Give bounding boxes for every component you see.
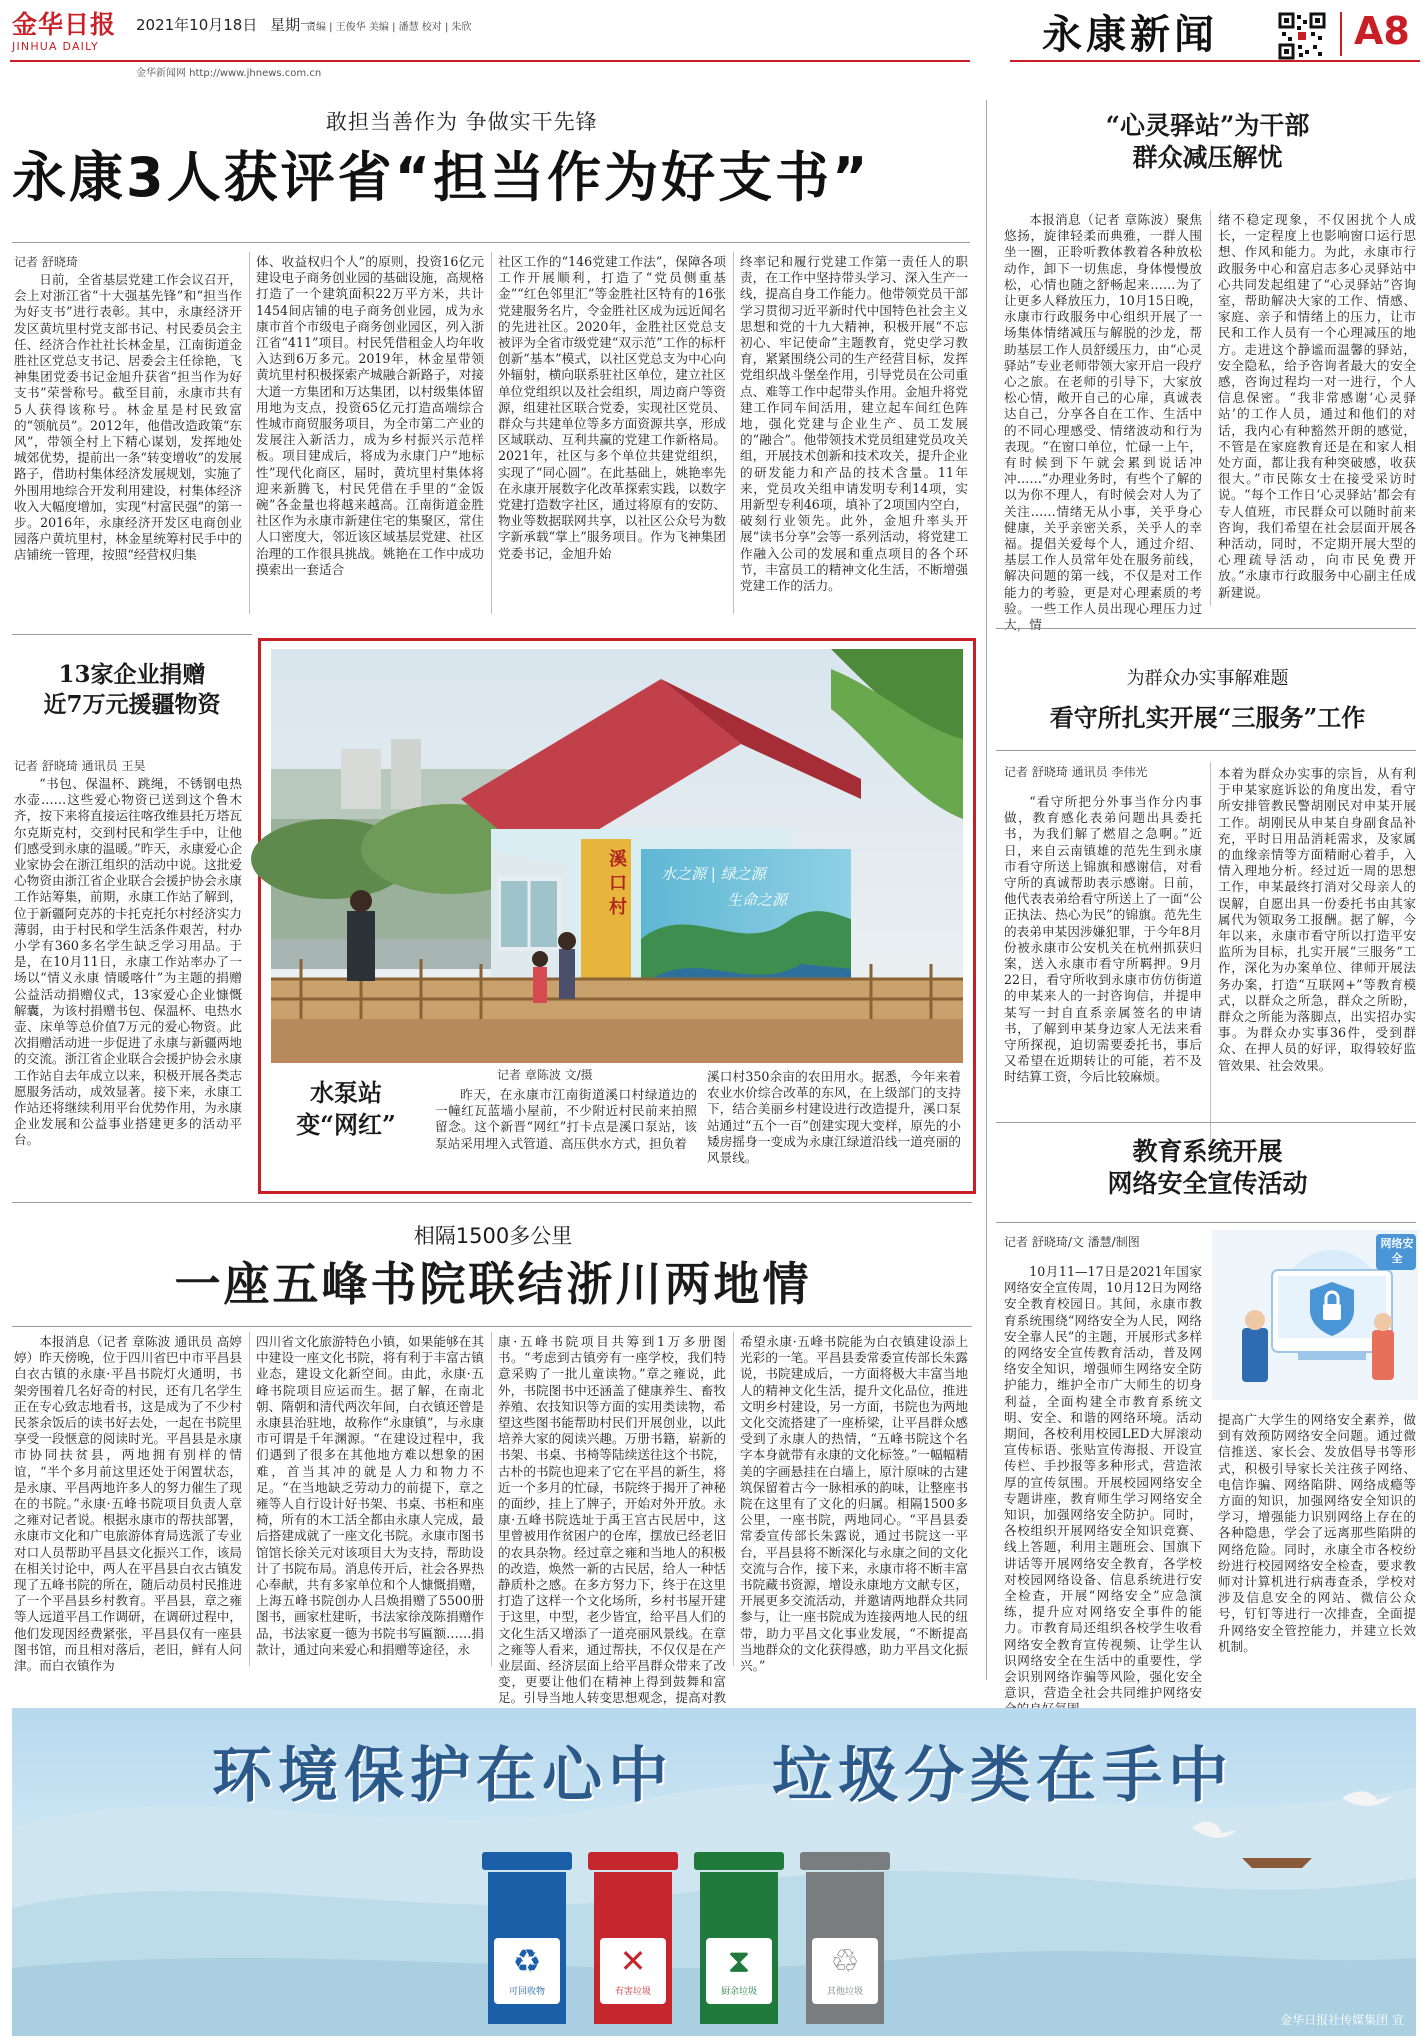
donation-text: “书包、保温杯、跳绳，不锈钢电热水壶……这些爱心物资已送到这个鲁木齐，按下来将直接运往喀孜维县托万塔瓦尔克斯克村，交到村民和学生手中，让他们感受到永康的温暖。”昨天，永康爱心企业家协会在浙江组织的活动中说。这批爱心物资由浙江省企业联合会援护协会永康工作站筹集，前期，永康工作站了解到，位于新疆阿克苏的卡托克托尔村经济实力薄弱，由于村民和学生活条件艰苦，村办小学有360多名学生缺乏学习用品。于是，在10月11日，永康工作站率办了一场以“情义永康 情暖喀什”为主题的捐赠公益活动捐赠仪式，13家爱心企业慷慨解囊，为该村捐赠书包、保温杯、电热水壶、床单等总价值7万元的爱心物资。此次捐赠活动进一步促进了永康与新疆两地的交流。浙江省企业联合会援护协会永康工作站自去年成立以来，积极开展各类志愿服务活动，成效显著。接下来，永康工作站还将继续利用平台优势作用，为永康企业发展和公益事业搭建更多的活动平台。 — [14, 776, 242, 1148]
wufeng-col-1: 本报消息（记者 章陈波 通讯员 高婷婷）昨天傍晚，位于四川省巴中市平昌县白衣古镇的永康·平昌书院灯火通明，书架旁围着几名好奇的村民，还有几名学生正在专心致志地看书，这是成为了不少村民茶余饭后的读书好去处，一起在书院里享受一段惬意的阅读时光。平昌县是永康市协同扶贫县，两地拥有别样的情谊，“半个多月前这里还处于闲置状态，是永康、平昌两地许多人的努力催生了现在的书院。”永康·五峰书院项目负责人章之雍对记者说。根据永康市的帮扶部署，永康市文化和广电旅游体育局选派了专业对口人员帮助平昌县文化振兴工作，该局在相关讨论中，两人在平昌县白衣古镇发现了五峰书院的所在，随后动员村民推进了一个平昌县乡村教育。平昌县，章之雍等人远道平昌工作调研，在调研过程中，他们发现因经费紧张，平昌县仅有一座县图书馆，而且相对落后，老旧，鲜有人问津。而白衣镇作为 — [14, 1334, 242, 1674]
bin-label-other: 其他垃圾 — [826, 1987, 863, 1997]
logo-en: JINHUA DAILY — [12, 40, 99, 53]
lead-col-1: 日前，全省基层党建工作会议召开，会上对浙江省“十大强基先锋”和“担当作为好支书”进行表彰。其中，永康经济开发区黄坑里村党支部书记、村民委员会主任、经济合作社社长林金星，江南街道金胜社区党总支书记、居委会主任徐艳，飞神集团党委书记金旭升获省“担当作为好支书”荣誉称号。截至目前，永康市共有5人获得该称号。林金星是村民致富的“领航员”。2012年，他借改造政策“东风”，带领全村上下精心谋划，发挥地处城郊优势，提前出一条“转变增收”的发展路子，借助村集体经济发展规划，实施了外围用地综合开发利用建设，村集体经济收入大幅度增加，实现“村富民强”的第一步。2016年，永康经济开发区电商创业园落户黄坑里村，林金星统筹村民手中的店铺统一管理，按照“经营权归集 — [14, 272, 242, 563]
photo-title-2: 变“网红” — [296, 1110, 396, 1139]
cyber-illus-label: 网络安全 — [1380, 1237, 1414, 1265]
guards-col-1: “看守所把分外事当作分内事做，教育感化表弟问题出具委托书，为我们解了燃眉之急啊。”近日，来自云南镇雄的范先生到永康市看守所送上锦旗和感谢信，对看守所的真诚帮助表示感谢。日前，他代表表弟给看守所送上了一面“公正执法、热心为民”的锦旗。范先生的表弟申某因涉嫌犯罪，于今年8月份被永康市公安机关在杭州抓获归案，送入永康市看守所羁押。9月22日，看守所收到永康市仿仿街道的申某来人的一封咨询信，并提申某写一封自直系亲属签名的申请书，了解到申某身边家人无法来看守所探视，迫切需要委托书，事后又希望在近期转让的可能，若不及时结算工资，今后比较麻烦。 — [1004, 794, 1202, 1085]
other-waste-icon: ♲ — [830, 1942, 860, 1980]
photo-byline: 记者 章陈波 文/摄 — [497, 1068, 593, 1082]
donation-title-2: 近7万元援疆物资 — [43, 691, 221, 718]
issue-weekday: 星期一 — [270, 16, 316, 34]
cyber-title-1: 教育系统开展 — [1132, 1137, 1283, 1166]
photo-story-headline — [271, 1077, 421, 1141]
bin-label-recyclable: 可回收物 — [508, 1987, 545, 1997]
photo-col-1: 昨天，在永康市江南街道溪口村绿道边的一幢红瓦蓝墙小屋前，不少附近村民前来拍照留念。这个新晋“网红”打卡点是溪口泵站，该泵站采用埋入式管道、高压供水方式，担负着 — [435, 1087, 697, 1151]
donation-byline: 记者 舒晓琦 通讯员 王昊 — [14, 759, 146, 773]
bin-hazardous — [588, 1852, 678, 2028]
xinling-col-1: 本报消息（记者 章陈波）聚焦悠扬，旋律轻柔而典雅，一群人围坐一圈，正聆听教体教着各种放松动作，卸下一切焦虑，身体慢慢放松，心情也随之舒畅起来……为了让更多人释放压力，10月15日晚，永康市行政服务中心组织开展了一场集体情绪减压与解脱的沙龙，帮助基层工作人员舒缓压力，由“心灵驿站”专业老师带领大家开启一段疗心之旅。在老师的引导下，大家放松心情，敞开自己的心扉，真诚表达自己，分享各自在工作、生活中的不同心理感受、情绪波动和行为表现。“在窗口单位，忙碌一上午，有时候到下午就会累到说话冲冲……”办理业务时，有些个了解的以为你不理人，有时候会对人为了关注……情绪无从小事，关乎身心健康，关乎亲密关系，关乎人的幸福。提倡关爱每个人，通过介绍、基层工作人员常年处在服务前线，解决问题的第一线，不仅是对工作能力的考验，更是对心理素质的考验。一些工作人员出现心理压力过大，情 — [1004, 212, 1202, 633]
guards-headline: 看守所扎实开展“三服务”工作 — [1049, 703, 1366, 732]
guards-kicker: 为群众办实事解难题 — [1126, 668, 1289, 689]
wufeng-col-3: 康·五峰书院项目共筹到1万多册图书。“考虑到古镇旁有一座学校，我们特意采购了一批儿童读物。”章之雍说，此外，书院图书中还涵盖了健康养生、畜牧养殖、农技知识等方面的实用类读物，希望这些图书能帮助村民们开展创业，以此培养大家的阅读兴趣。万册书籍，崭新的书架、书桌、书椅等陆续送往这个书院，古朴的书院也迎来了它在平昌的新生，将近一个多月的忙碌，书院终于揭开了神秘的面纱，挂上了牌子，开始对外开放。永康·五峰书院选址于禹王宫古民居中，这里曾被用作贫困户的仓库，摆放已经老旧的农具杂物。经过章之雍和当地人的积极的改造，焕然一新的古民居，给人一种恬静质朴之感。在多方努力下，终于在这里打造了这样一个文化场所，乡村书屋开建于这里，中型，老少皆宜，给平昌人们的文化生活又增添了一道亮丽风景线。在章之雍等人看来，通过帮扶，不仅仅是在产业层面、经济层面上给平昌群众带来了改变，更要让他们在精神上得到鼓舞和富足。引导当地人转变思想观念，提高对教 — [498, 1334, 726, 1706]
cyber-col-2: 提高广大学生的网络安全素养，做到有效预防网络安全问题。通过微信推送、家长会、发放倡导书等形式，积极引导家长关注孩子网络、电信诈骗、网络陷阱、网络成瘾等方面的知识，加强网络安全知识的学习，增强能力识别网络上存在的各种隐患，学会了远离那些陷阱的网络危险。同时，永康全市各校纷纷进行校园网络安全检查，要求教师对计算机进行病毒查杀，学校对涉及信息安全的网站、微信公众号，钉钉等进行一次排查，全面提升网络安全管控能力，并建立长效机制。 — [1218, 1412, 1416, 1654]
banner-credit: 金华日报社传媒集团 宣 — [1280, 2013, 1404, 2027]
qr-code-icon[interactable] — [1278, 12, 1326, 60]
bin-recyclable — [482, 1852, 572, 2028]
donation-title-1: 13家企业捐赠 — [58, 661, 206, 688]
photo-col-2: 溪口村350余亩的农田用水。据悉，今年来着农业水价综合改革的东风，在上级部门的支持下，结合美丽乡村建设进行改造提升，溪口泵站通过“五个一百”创建实现大变样，原先的小矮房摇身一变成为永康江绿道沿线一道亮丽的风景线。 — [707, 1069, 961, 1166]
xinling-col-2: 绪不稳定现象，不仅困扰个人成长，一定程度上也影响窗口运行思想、作风和能力。为此，永康市行政服务中心和富启志多心灵驿站中心共同发起组建了“心灵驿站”咨询室，帮助解决大家的工作、情感、家庭、亲子和情绪上的压力，让市民和工作人员有一个心理减压的地方。走进这个静谧而温馨的驿站，安全隐私，给予咨询者最大的安全感，咨询过程均一对一进行，个人信息保密。“我非常感谢‘心灵驿站’的工作人员，通过和他们的对话，我内心有种豁然开朗的感觉，不管是在家庭教育还是在和家人相处方面，都让我有种突破感，收获很大。”市民陈女士在接受采访时说。“每个工作日‘心灵驿站’都会有专人值班，市民群众可以随时前来咨询，我们希望在社会层面开展各种活动，同时，不定期开展大型的心理疏导活动，向市民免费开放。”永康市行政服务中心副主任成新建说。 — [1218, 212, 1416, 600]
bin-other — [800, 1852, 890, 2028]
newspaper-logo — [12, 10, 124, 58]
cyber-byline: 记者 舒晓琦/文 潘慧/制图 — [1004, 1235, 1140, 1249]
lead-kicker: 敢担当善作为 争做实干先锋 — [326, 110, 598, 134]
lead-headline: 永康3人获评省“担当作为好支书” — [12, 146, 871, 209]
bin-kitchen — [694, 1852, 784, 2028]
cyber-title-2: 网络安全宣传活动 — [1107, 1169, 1308, 1198]
banner-slogan-2: 垃圾分类在手中 — [772, 1741, 1234, 1811]
page-number: A8 — [1354, 9, 1410, 53]
xinling-headline — [1000, 110, 1415, 174]
donation-headline — [12, 660, 252, 720]
cyber-col-1: 10月11—17日是2021年国家网络安全宣传周，10月12日为网络安全教育校园日。其间，永康市教育系统围绕“网络安全为人民，网络安全靠人民”的主题，开展形式多样的网络安全宣传教育活动，普及网络安全知识，增强师生网络安全防护能力，维护全市广大师生的切身利益，全面构建全市教育系统文明、安全、和谐的网络环境。活动期间，各校利用校园LED大屏滚动宣传标语、张贴宣传海报、开设宣传栏、手抄报等多种形式，营造浓厚的宣传氛围。开展校园网络安全专题讲座，教育师生学习网络安全知识，加强网络安全防护。同时，各校组织开展网络安全知识竞赛、线上答题，利用主题班会、国旗下讲话等开展网络安全教育，各学校对校园网络设备、信息系统进行安全检查，开展“网络安全”应急演练，提升应对网络安全事件的能力。市教育局还组织各校学生收看网络安全教育宣传视频、让学生认识网络安全在生活中的重要性，学会识别网络诈骗等风险，强化安全意识，营造全社会共同维护网络安 — [1004, 1264, 1202, 1701]
lead-byline: 记者 舒晓琦 — [14, 255, 78, 269]
editor-credits: 责编 | 王俊华 美编 | 潘慧 校对 | 朱欣 — [306, 22, 472, 33]
cyber-illustration — [1212, 1230, 1418, 1400]
section-title: 永康新闻 — [1042, 11, 1218, 58]
lead-col-3: 社区工作的“146党建工作法”，保障各项工作开展顺利，打造了“党员侧重基金”“红色邻里汇”等金胜社区特有的16张党建服务名片，令金胜社区成为远近闻名的先进社区。2020年，金胜社区党总支被评为全省市级党建“双示范”工作的标杆创新“基本”模式，以社区党总支为中心向外辐射，横向联系驻社区单位，建立社区单位党组织以及社会组织，周边商户等资源，组建社区联合党委，实现社区党员、群众与共建单位等多方面资源共享，形成区域联动、互利共赢的党建工作新格局。2021年，社区与多个单位共建党组织，实现了“同心圆”。在此基础上，姚艳率先在永康开展数字化改革探索实践，以数字党建打造数字社区，通过将原有的安防、物业等数据联网共享，以社区公众号为数字新承载“掌上”服务项目。作为飞神集团党委书记，金旭升始 — [498, 254, 726, 561]
website-url[interactable]: 金华新闻网 http://www.jhnews.com.cn — [136, 68, 322, 79]
bin-label-kitchen: 厨余垃圾 — [720, 1987, 757, 1997]
issue-date: 2021年10月18日 — [136, 16, 258, 34]
wufeng-col-4: 希望永康·五峰书院能为白衣镇建设添上光彩的一笔。平昌县委常委宣传部长朱露说，书院建成后，一方面将极大丰富当地人的精神文化生活，提升文化品位，推进文明乡村建设，另一方面，书院也为两地文化交流搭建了一座桥梁，让平昌群众感受到了永康人的热情，“五峰书院这个名字本身就带有永康的文化标签。”一幅幅精美的字画悬挂在白墙上，原汁原味的古建筑保留着古今一脉相承的韵味，让整座书院在这里有了文化的归属。相隔1500多公里，一座书院，两地同心。“平昌县委常委宣传部长朱露说，通过书院这一平台，平昌县将不断深化与永康之间的文化交流与合作，接下来，永康市将不断丰富书院藏书资源，增设永康地方文献专区，开展更多交流活动，并邀请两地群众共同参与，让一座书院成为连接两地人民的纽带，助力平昌文化事业发展，“不断提高当地群众的文化获得感，助力平昌文化振兴。” — [740, 1334, 968, 1674]
photo-story-box — [258, 638, 976, 1194]
hazard-icon: ✕ — [619, 1942, 647, 1980]
garbage-sorting-banner — [12, 1708, 1416, 2036]
pump-station-photo[interactable] — [271, 649, 963, 1063]
recycle-icon: ♻ — [512, 1942, 542, 1980]
xinling-title-1: “心灵驿站”为干部 — [1105, 111, 1310, 140]
mural-text-2: 生命之源 — [727, 891, 788, 909]
photo-title-1: 水泵站 — [310, 1078, 382, 1107]
issue-date-line — [136, 14, 315, 35]
wufeng-kicker: 相隔1500多公里 — [413, 1224, 573, 1248]
food-waste-icon: ⧗ — [727, 1942, 751, 1980]
lead-col-4: 终率记和履行党建工作第一责任人的职责，在工作中坚持带头学习、深入生产一线，提高自身工作能力。他带领党员干部学习贯彻习近平新时代中国特色社会主义思想和党的十九大精神，积极开展“不忘初心、牢记使命”主题教育，党史学习教育，紧紧围绕公司的生产经营目标，发挥党组织战斗堡垒作用，引导党员在公司重点、难等工作中起带头作用。金旭升将党建工作同车间活用，建立起车间红色阵地，强化党建与企业生产、员工发展的“融合”。他带领技术党员组建党员攻关组，开展技术创新和技术攻关，提升企业的研发能力和产品的技术含量。11年来，党员攻关组申请发明专利14项，实用新型专利46项，填补了2项国内空白，破刻行业领先。此外，金旭升率头开展“读书分享”会等一系列活动，将党建工作融入公司的发展和重点项目的各个环节，丰富员工的精神文化生活，不断增强党建工作的活力。 — [740, 254, 968, 594]
lead-col-2: 体、收益权归个人”的原则，投资16亿元建设电子商务创业园的基础设施，高规格打造了一个建筑面积22万平方米，共计1454间店铺的电子商务创业园，成为永康市首个市级电子商务创业园区，列入浙江省“411”项目。村民凭借租金人均年收入达到6万多元。2019年，林金星带领黄坑里村积极探索产城融合新路子，对接大道一方集团和万达集团，以村级集体留用地为支点，投资65亿元打造高端综合性城市商贸服务项目，为全市第二产业的发展注入新活力，成为乡村振兴示范样板。项目建成后，将成为永康门户“地标性”现代化商区，届时，黄坑里村集体将迎来新腾飞，村民凭借在手里的“金饭碗”各金量也将越来越高。江南街道金胜社区作为永康市新建住宅的集聚区，常住人口密度大，邻近该区域基层党建、社区治理的工作很具挑战。姚艳在工作中成功摸索出一套适合 — [256, 254, 484, 577]
guards-col-2: 本着为群众办实事的宗旨，从有利于申某家庭诉讼的角度出发，看守所安排管教民警胡刚民对申某开展工作。胡刚民从申某自身副食品补充，平时日用品消耗需求，及家属的血缘亲情等方面精耐心着手，入情入理地分析。经过近一周的思想工作，申某最终打消对父母亲人的误解，自愿出具一份委托书由其家属代为领取务工报酬。据了解，今年以来，永康市看守所以打造平安监所为目标，扎实开展“三服务”工作，深化为办案单位、律师开展法务办案，打造“互联网+”等教育模式，以群众之所急，群众之所盼，群众之所能为落脚点，出实招办实事。为群众办实事36件，受到群众、在押人员的好评，取得较好监管效果、社会效果。 — [1218, 766, 1416, 1073]
masthead — [10, 8, 1420, 79]
banner-slogan-1: 环境保护在心中 — [212, 1741, 674, 1811]
pump-sign-vertical: 溪口村 — [606, 849, 627, 921]
guards-byline: 记者 舒晓琦 通讯员 李伟光 — [1004, 765, 1148, 779]
mural-text-1: 水之源 | 绿之源 — [661, 865, 766, 883]
cyber-headline — [1000, 1136, 1415, 1200]
bin-label-hazardous: 有害垃圾 — [614, 1987, 651, 1997]
logo-cn: 金华日报 — [12, 10, 117, 39]
wufeng-headline: 一座五峰书院联结浙川两地情 — [174, 1257, 812, 1311]
wufeng-col-2: 四川省文化旅游特色小镇，如果能够在其中建设一座文化书院，将有利于丰富古镇业态，建设文化新空间。由此，永康·五峰书院项目应运而生。据了解，在南北朝、隋朝和清代两次年间，白衣镇还曾是永康县治驻地，故称作“永康镇”，与永康市可谓是千年渊源。“在建设过程中，我们遇到了很多在其他地方难以想象的困难，首当其冲的就是人力和物力不足。“在当地缺乏劳动力的前提下，章之雍等人自行设计好书架、书桌、书柜和座椅，所有的木工活全都由永康人完成，最后搭建成就了一座文化书院。永康市图书馆馆长徐关元对该项目大为支持，帮助设计了书院布局。消息传开后，社会各界热心奉献，共有多家单位和个人慷慨捐赠，上海五峰书院创办人吕焕捐赠了5500册图书，画家杜建昕，书法家徐茂陈捐赠作品，书法家夏一德为书院书写匾额……捐款计，通过向来爱心和捐赠等途径，永 — [256, 1334, 484, 1657]
xinling-title-2: 群众减压解忧 — [1132, 143, 1283, 172]
